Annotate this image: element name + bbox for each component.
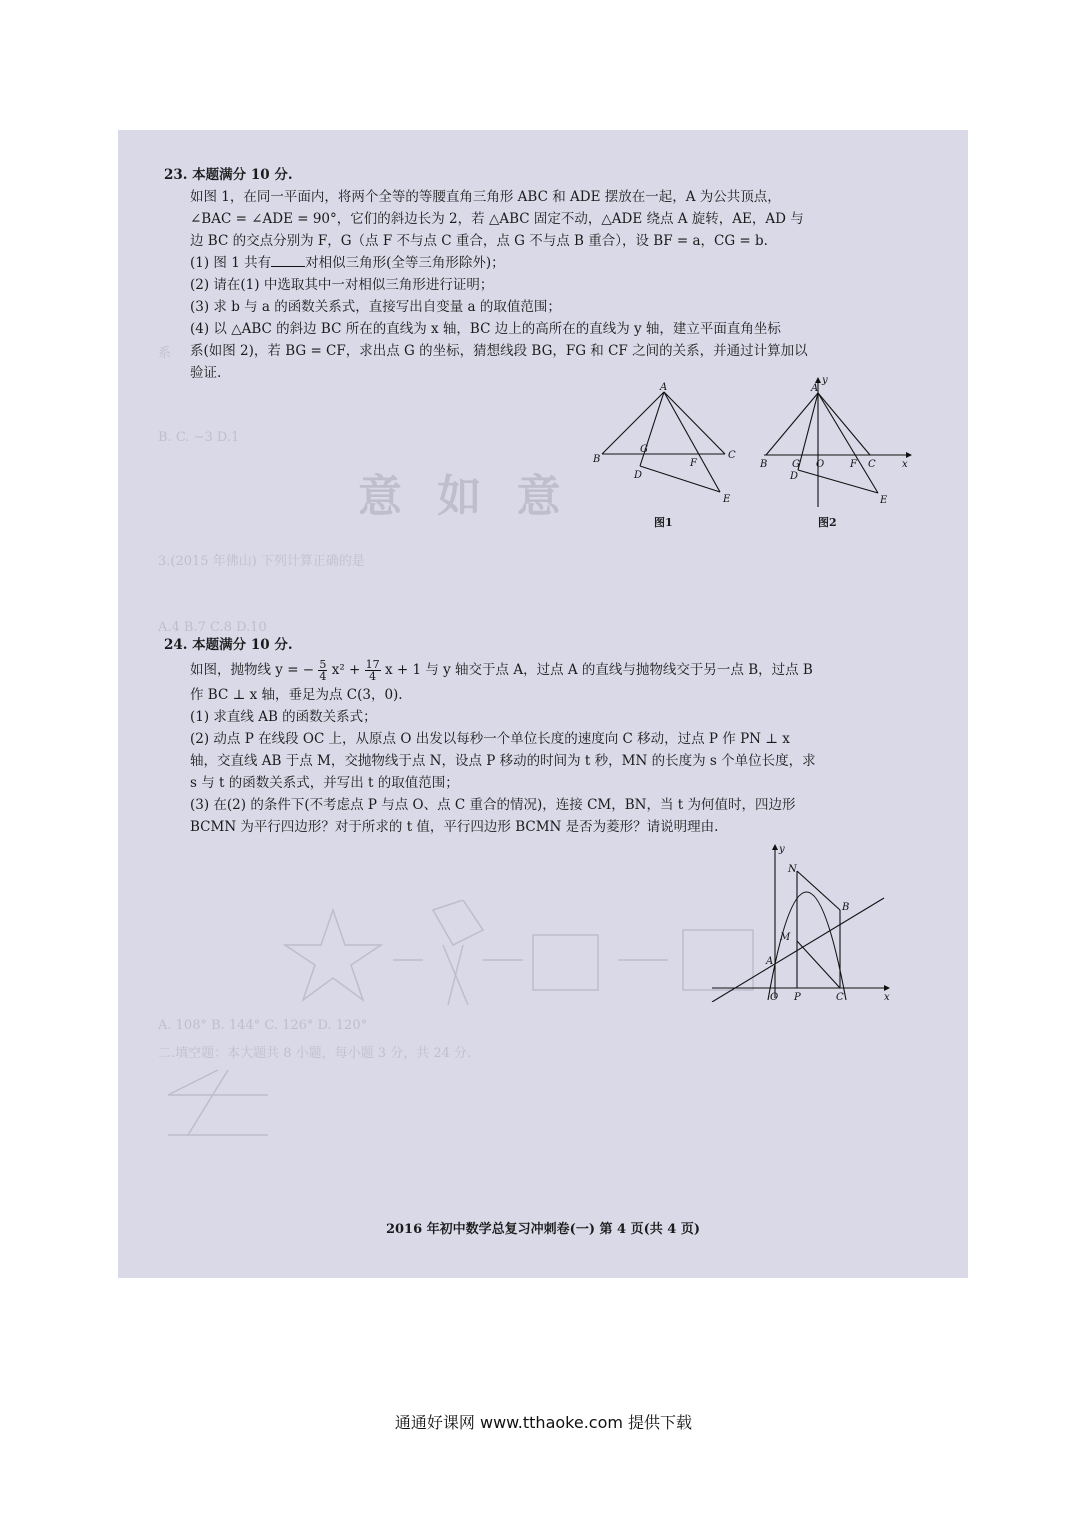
svg-text:O: O xyxy=(816,459,825,470)
svg-text:N: N xyxy=(788,864,797,875)
figure-1-caption: 图1 xyxy=(654,516,673,529)
bleed-through-text: A. 108° B. 144° C. 126° D. 120° xyxy=(158,1018,368,1033)
figure-2-diagram xyxy=(756,375,916,510)
svg-text:E: E xyxy=(880,495,888,506)
question-24-line-1 xyxy=(164,656,944,684)
svg-text:C: C xyxy=(836,992,844,1002)
svg-text:C: C xyxy=(728,450,736,461)
equation-text: x² + xyxy=(331,662,361,678)
question-23 xyxy=(164,164,944,384)
item-1-text-a: (1) 图 1 共有 xyxy=(190,255,272,271)
question-23-item-4: (4) 以 △ABC 的斜边 BC 所在的直线为 x 轴，BC 边上的高所在的直线为 y 轴，建立平面直角坐标 xyxy=(190,321,781,337)
item-1-text-b: 对相似三角形(全等三角形除外)； xyxy=(305,255,505,271)
svg-text:x: x xyxy=(884,992,890,1002)
svg-text:y: y xyxy=(779,844,785,855)
fraction xyxy=(318,659,327,682)
bleed-through-text: 3.(2015 年佛山) 下列计算正确的是 xyxy=(158,554,365,569)
svg-text:M: M xyxy=(780,932,791,943)
question-23-item-4-cont: 系(如图 2)，若 BG = CF，求出点 G 的坐标，猜想线段 BG，FG 和 CF 之间的关系，并通过计算加以 xyxy=(190,343,808,359)
question-23-line: 边 BC 的交点分别为 F，G（点 F 不与点 C 重合，点 G 不与点 B 重合），设 BF = a，CG = b. xyxy=(190,233,768,249)
question-24-item-2: (2) 动点 P 在线段 OC 上，从原点 O 出发以每秒一个单位长度的速度向 C 移动，过点 P 作 PN ⊥ x xyxy=(190,731,790,747)
bleed-through-text: 系 xyxy=(158,346,172,361)
question-23-item-1 xyxy=(164,252,944,274)
page-footer: 2016 年初中数学总复习冲刺卷(一) 第 4 页(共 4 页) xyxy=(385,1222,701,1237)
figure-2-caption: 图2 xyxy=(818,516,837,529)
equation-text: x + 1 与 y 轴交于点 A，过点 A 的直线与抛物线交于另一点 B，过点 B xyxy=(384,662,813,678)
question-24-item-2-cont: 轴，交直线 AB 于点 M，交抛物线于点 N，设点 P 移动的时间为 t 秒，MN 的长度为 s 个单位长度，求 xyxy=(190,753,816,769)
parabola-diagram xyxy=(708,842,893,1002)
fraction-numerator: 5 xyxy=(319,658,327,671)
question-24-title: 24. 本题满分 10 分. xyxy=(164,637,293,653)
bleed-through-text: A.4 B.7 C.8 D.10 xyxy=(158,620,267,635)
bleed-through-text: 二.填空题：本大题共 8 小题，每小题 3 分，共 24 分. xyxy=(158,1046,472,1061)
svg-text:F: F xyxy=(690,458,697,469)
svg-text:A: A xyxy=(660,382,668,393)
equation-text: 如图，抛物线 y = − xyxy=(190,662,315,678)
question-24-item-3-cont: BCMN 为平行四边形？对于所求的 t 值，平行四边形 BCMN 是否为菱形？请说明理由. xyxy=(190,819,719,835)
svg-text:F: F xyxy=(850,459,857,470)
question-23-item-3: (3) 求 b 与 a 的函数关系式，直接写出自变量 a 的取值范围； xyxy=(190,299,561,315)
question-24-line: 作 BC ⊥ x 轴，垂足为点 C(3，0). xyxy=(190,687,403,703)
fraction-numerator: 17 xyxy=(365,658,380,671)
answer-blank xyxy=(271,266,305,267)
bleed-through-figure xyxy=(158,1065,278,1145)
question-24-item-3: (3) 在(2) 的条件下(不考虑点 P 与点 O、点 C 重合的情况)，连接 CM，BN，当 t 为何值时，四边形 xyxy=(190,797,796,813)
svg-text:D: D xyxy=(790,471,799,482)
question-23-title: 23. 本题满分 10 分. xyxy=(164,167,293,183)
question-24-item-2-cont: s 与 t 的函数关系式，并写出 t 的取值范围； xyxy=(190,775,459,791)
svg-text:D: D xyxy=(634,470,643,481)
question-24-item-1: (1) 求直线 AB 的函数关系式； xyxy=(190,709,377,725)
svg-text:G: G xyxy=(640,444,648,455)
bleed-through-text: 意 如 意 xyxy=(358,471,571,522)
svg-text:O: O xyxy=(770,992,779,1002)
site-footer: 通通好课网 www.tthaoke.com 提供下载 xyxy=(394,1413,693,1432)
figure-1-diagram xyxy=(590,382,740,507)
fraction xyxy=(365,659,381,682)
svg-text:B: B xyxy=(842,902,850,913)
bleed-through-text: B. C. −3 D.1 xyxy=(158,430,240,445)
svg-text:y: y xyxy=(822,375,828,386)
svg-text:x: x xyxy=(902,459,908,470)
svg-text:C: C xyxy=(868,459,876,470)
svg-text:E: E xyxy=(723,494,731,505)
scanned-page xyxy=(118,130,968,1278)
question-23-line: 如图 1，在同一平面内，将两个全等的等腰直角三角形 ABC 和 ADE 摆放在一起，A 为公共顶点， xyxy=(190,189,781,205)
svg-text:G: G xyxy=(792,459,800,470)
question-23-item-4-cont: 验证. xyxy=(190,365,222,381)
question-23-item-2: (2) 请在(1) 中选取其中一对相似三角形进行证明； xyxy=(190,277,494,293)
svg-text:B: B xyxy=(760,459,768,470)
svg-text:A: A xyxy=(766,956,774,967)
svg-text:B: B xyxy=(593,454,601,465)
svg-text:P: P xyxy=(794,992,801,1002)
question-24 xyxy=(164,634,944,838)
fraction-denominator: 4 xyxy=(369,670,377,683)
question-23-line: ∠BAC = ∠ADE = 90°，它们的斜边长为 2，若 △ABC 固定不动，△ADE 绕点 A 旋转，AE，AD 与 xyxy=(190,211,804,227)
svg-text:A: A xyxy=(811,383,819,394)
fraction-denominator: 4 xyxy=(319,670,327,683)
